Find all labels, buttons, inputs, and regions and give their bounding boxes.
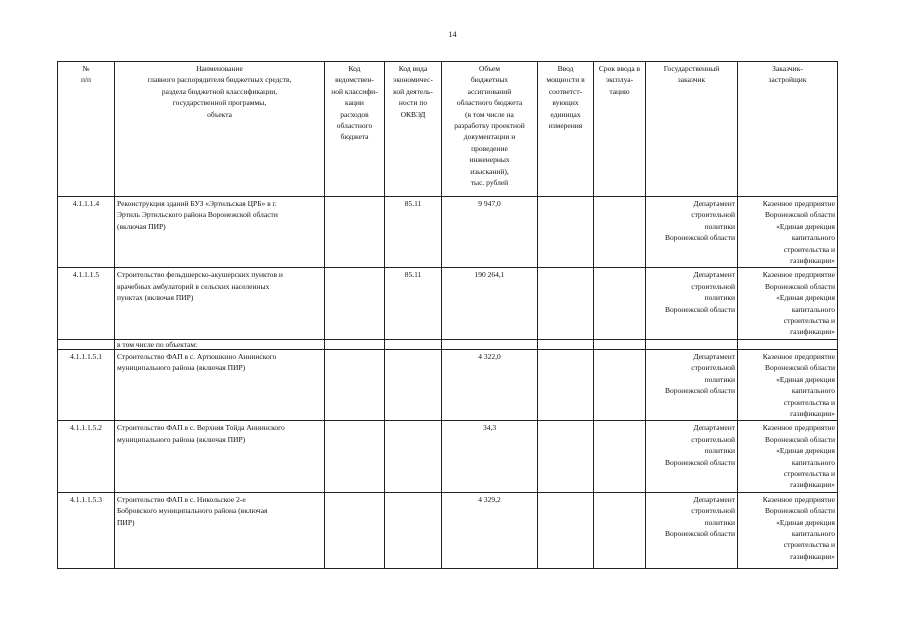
row-okved: [385, 349, 442, 420]
row-developer: Казенное предприятие Воронежской области «Единая дирекция капитального строительства и газификации»: [738, 268, 838, 339]
header-amount: Объем бюджетных ассигнований областного бюджета (в том числе на разработку проектной документации и проведение инженерных изысканий), тыс. рублей: [442, 62, 538, 197]
row-num: 4.1.1.1.5.2: [58, 421, 115, 492]
row-amount: 34,3: [442, 421, 538, 492]
row-okved: [385, 492, 442, 568]
row-num: [58, 339, 115, 349]
table-row: [58, 197, 838, 268]
row-name: Строительство ФАП в с. Верхняя Тойда Аннинского муниципального района (включая ПИР): [115, 421, 325, 492]
row-num: 4.1.1.1.5.3: [58, 492, 115, 568]
row-developer: [738, 339, 838, 349]
row-name: Строительство фельдшерско-акушерских пунктов и врачебных амбулаторий в сельских населенных пунктах (включая ПИР): [115, 268, 325, 339]
row-amount: 4 329,2: [442, 492, 538, 568]
row-capacity: [538, 339, 594, 349]
row-capacity: [538, 421, 594, 492]
table-row: [58, 421, 838, 492]
row-developer: Казенное предприятие Воронежской области «Единая дирекция капитального строительства и газификации»: [738, 492, 838, 568]
row-dept-code: [325, 197, 385, 268]
row-capacity: [538, 492, 594, 568]
row-customer: Департамент строительной политики Воронежской области: [646, 268, 738, 339]
row-num: 4.1.1.1.4: [58, 197, 115, 268]
header-name: Наименование главного распорядителя бюджетных средств, раздела бюджетной классификации, государственной программы, объекта: [115, 62, 325, 197]
budget-table: [57, 61, 838, 569]
row-name: Строительство ФАП в с. Артюшкино Аннинского муниципального района (включая ПИР): [115, 349, 325, 420]
row-okved: 85.11: [385, 197, 442, 268]
row-num: 4.1.1.1.5: [58, 268, 115, 339]
row-amount: 190 264,1: [442, 268, 538, 339]
header-capacity: Ввод мощности в соответст- вующих единицах измерения: [538, 62, 594, 197]
table-row: [58, 492, 838, 568]
row-developer: Казенное предприятие Воронежской области «Единая дирекция капитального строительства и газификации»: [738, 197, 838, 268]
row-customer: Департамент строительной политики Воронежской области: [646, 492, 738, 568]
row-term: [594, 349, 646, 420]
row-okved: [385, 339, 442, 349]
page-number: 14: [448, 30, 457, 39]
row-developer: Казенное предприятие Воронежской области «Единая дирекция капитального строительства и газификации»: [738, 421, 838, 492]
row-customer: Департамент строительной политики Воронежской области: [646, 421, 738, 492]
row-name: в том числе по объектам:: [115, 339, 325, 349]
header-developer: Заказчик- застройщик: [738, 62, 838, 197]
row-dept-code: [325, 421, 385, 492]
row-capacity: [538, 197, 594, 268]
row-amount: 9 947,0: [442, 197, 538, 268]
header-okved: Код вида экономичес- кой деятель- ности по ОКВЭД: [385, 62, 442, 197]
row-customer: Департамент строительной политики Воронежской области: [646, 349, 738, 420]
header-term: Срок ввода в эксплуа- тацию: [594, 62, 646, 197]
row-term: [594, 421, 646, 492]
row-dept-code: [325, 339, 385, 349]
row-okved: 85.11: [385, 268, 442, 339]
row-term: [594, 339, 646, 349]
row-capacity: [538, 349, 594, 420]
header-num: № п/п: [58, 62, 115, 197]
row-num: 4.1.1.1.5.1: [58, 349, 115, 420]
header-customer: Государственный заказчик: [646, 62, 738, 197]
row-amount: [442, 339, 538, 349]
row-customer: [646, 339, 738, 349]
row-dept-code: [325, 268, 385, 339]
row-term: [594, 197, 646, 268]
row-amount: 4 322,0: [442, 349, 538, 420]
header-dept-code: Код ведомствен- ной классифи- кации расходов областного бюджета: [325, 62, 385, 197]
header-row: [58, 62, 838, 197]
row-okved: [385, 421, 442, 492]
row-capacity: [538, 268, 594, 339]
row-term: [594, 492, 646, 568]
row-dept-code: [325, 349, 385, 420]
row-dept-code: [325, 492, 385, 568]
row-developer: Казенное предприятие Воронежской области «Единая дирекция капитального строительства и газификации»: [738, 349, 838, 420]
row-name: Строительство ФАП в с. Никольское 2-е Бобровского муниципального района (включая ПИР): [115, 492, 325, 568]
row-term: [594, 268, 646, 339]
row-name: Реконструкция зданий БУЗ «Эртильская ЦРБ» в г. Эртиль Эртильского района Воронежской области (включая ПИР): [115, 197, 325, 268]
table-row: [58, 268, 838, 339]
table-row: [58, 349, 838, 420]
row-customer: Департамент строительной политики Воронежской области: [646, 197, 738, 268]
table-row: [58, 339, 838, 349]
